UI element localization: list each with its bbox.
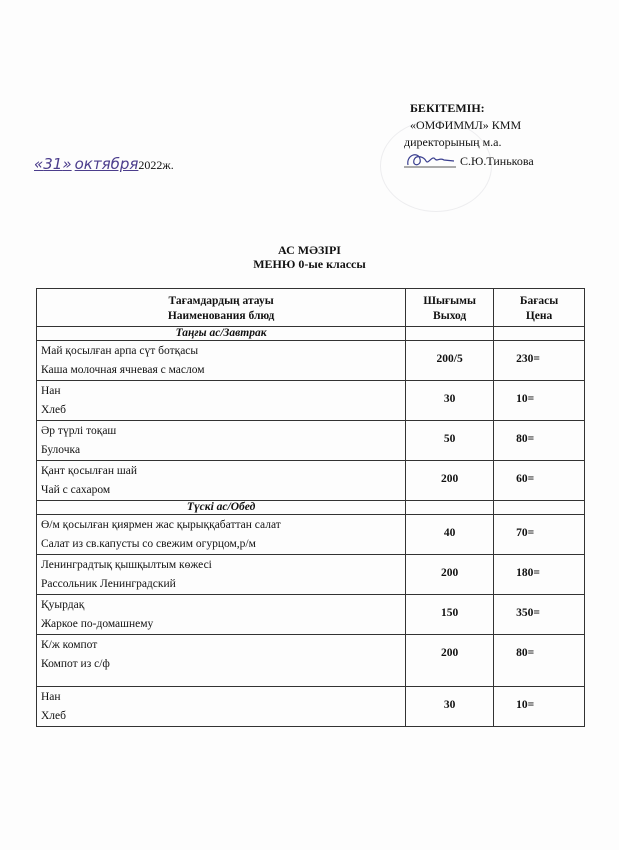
table-row: Қант қосылған шай Чай с сахаром 200 60= xyxy=(37,461,585,501)
table-row: Нан Хлеб 30 10= xyxy=(37,687,585,727)
section-title: Түскі ас/Обед xyxy=(37,501,406,515)
header-yield: Шығымы Выход xyxy=(406,289,494,327)
section-row-breakfast xyxy=(37,327,585,341)
table-row: Әр түрлі тоқаш Булочка 50 80= xyxy=(37,421,585,461)
signature-line xyxy=(404,151,534,171)
document-date xyxy=(34,155,174,173)
table-row: Ленинградтық қышқылтым көжесі Рассольник Ленинградский 200 180= xyxy=(37,555,585,595)
page-subtitle: МЕНЮ 0-ые классы xyxy=(253,257,366,271)
approval-heading: БЕКІТЕМІН: xyxy=(410,101,485,115)
section-row-lunch xyxy=(37,501,585,515)
table-row: Ө/м қосылған қиярмен жас қырыққабаттан салат Салат из св.капусты со свежим огурцом,р/м 40 70= xyxy=(37,515,585,555)
table-row: Май қосылған арпа сүт ботқасы Каша молочная ячневая с маслом 200/5 230= xyxy=(37,341,585,381)
approval-block xyxy=(404,100,534,171)
table-header-row xyxy=(37,289,585,327)
signatory-name: С.Ю.Тинькова xyxy=(460,154,534,168)
header-dish-name: Тағамдардың атауы Наименования блюд xyxy=(37,289,406,327)
section-title: Таңғы ас/Завтрак xyxy=(37,327,406,341)
date-close-quote: » xyxy=(62,155,72,173)
date-month: октября xyxy=(74,155,139,173)
table-row: К/ж компот Компот из с/ф 200 80= xyxy=(37,635,585,687)
menu-table xyxy=(36,288,585,727)
date-open-quote: « xyxy=(34,155,44,173)
table-row: Нан Хлеб 30 10= xyxy=(37,381,585,421)
header-price: Бағасы Цена xyxy=(494,289,585,327)
date-day: 31 xyxy=(43,155,63,173)
date-year: 2022ж. xyxy=(138,158,174,172)
table-row: Қуырдақ Жаркое по-домашнему 150 350= xyxy=(37,595,585,635)
page-title: АС МӘЗІРІ xyxy=(278,243,341,257)
approval-position: директорының м.а. xyxy=(404,135,502,149)
approval-organization: «ОМФИММЛ» КММ xyxy=(410,118,522,132)
signature-icon xyxy=(404,149,456,171)
